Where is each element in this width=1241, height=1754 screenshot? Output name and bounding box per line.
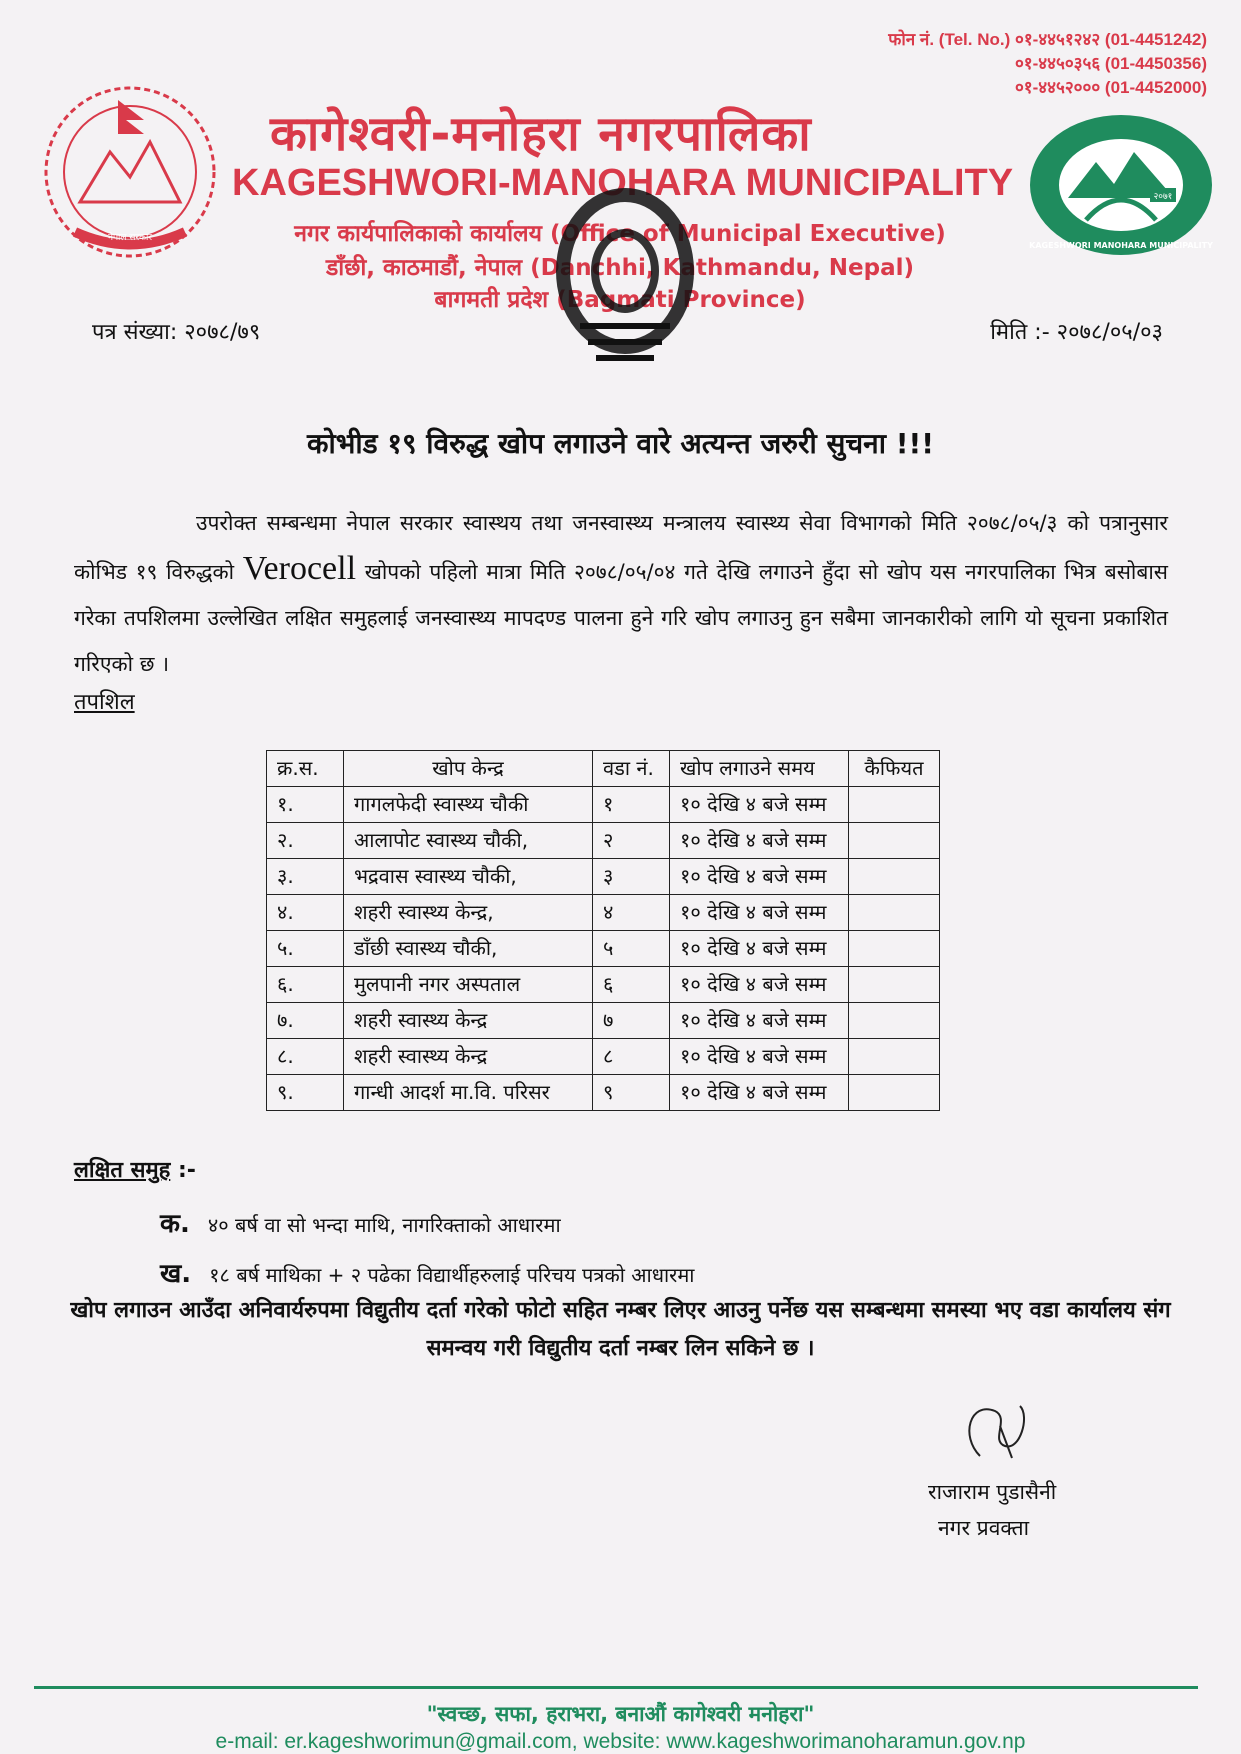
col-time: खोप लगाउने समय [670,751,849,787]
cell-time: १० देखि ४ बजे सम्म [670,823,849,859]
municipality-title-english: KAGESHWORI-MANOHARA MUNICIPALITY [232,162,1014,204]
cell-ward: ९ [593,1075,670,1111]
svg-text:नेपाल सरकार: नेपाल सरकार [107,233,153,243]
cell-time: १० देखि ४ बजे सम्म [670,787,849,823]
cell-time: १० देखि ४ बजे सम्म [670,1003,849,1039]
cell-ward: ७ [593,1003,670,1039]
notice-heading: कोभीड १९ विरुद्ध खोप लगाउने वारे अत्यन्त जरुरी सुचना !!! [306,427,935,460]
footer-divider [34,1686,1198,1689]
table-row [267,895,940,931]
target-group-suffix: :- [177,1158,196,1183]
footer-contact: e-mail: er.kageshworimun@gmail.com, website: www.kageshworimanoharamun.gov.np [215,1730,1026,1753]
svg-text:२०७१: २०७१ [1153,192,1173,202]
cell-ward: १ [593,787,670,823]
table-row [267,1039,940,1075]
table-row [267,1075,940,1111]
municipality-emblem [1026,110,1216,260]
cell-serial: ४. [267,895,344,931]
cell-center: शहरी स्वास्थ्य केन्द्र [344,1003,593,1039]
vaccination-schedule-table [266,750,940,1111]
cell-time: १० देखि ४ बजे सम्म [670,859,849,895]
cell-remarks [849,1039,940,1075]
table-row [267,1003,940,1039]
target-item [160,1254,695,1290]
province-line: बागमती प्रदेश (Bagmati Province) [434,287,806,313]
paragraph-part-2: खोपको पहिलो मात्रा मिति २०७८/०५/०४ गते देखि लगाउने हुँदा सो खोप यस नगरपालिका भित्र बसोबास गरेका तपशिलमा उल्लेखित लक्षित समुहलाई जनस्वास्थ्य मापदण्ड पालना हुने गरि खोप लगाउनु हुन सबैमा जानकारीको लागि यो सूचना प्रकाशित गरिएको छ । [74,560,1168,676]
table-row [267,823,940,859]
reference-number: पत्र संख्या: २०७८/७९ [92,320,261,345]
address-line: डाँछी, काठमाडौं, नेपाल (Danchhi, Kathmandu, Nepal) [325,255,915,281]
col-ward: वडा नं. [593,751,670,787]
cell-remarks [849,931,940,967]
target-item [160,1204,561,1240]
details-label: तपशिल [74,690,135,715]
cell-center: मुलपानी नगर अस्पताल [344,967,593,1003]
target-item-text: १८ बर्ष माथिका + २ पढेका विद्यार्थीहरुलाई परिचय पत्रको आधारमा [209,1263,695,1287]
cell-remarks [849,967,940,1003]
footer-slogan: "स्वच्छ, सफा, हराभरा, बनाऔं कागेश्वरी मनोहरा" [426,1702,815,1726]
paragraph-part-1: उपरोक्त सम्बन्धमा नेपाल सरकार स्वास्थय तथा जनस्वास्थ्य मन्त्रालय स्वास्थ्य सेवा विभागको मिति २०७८/०५/३ को पत्रानुसार कोभिड १९ विरुद्धको [74,511,1168,584]
target-group-label: लक्षित समुह [74,1158,171,1183]
svg-text:KAGESHWORI MANOHARA MUNICIPALI: KAGESHWORI MANOHARA MUNICIPALITY [1029,241,1213,250]
cell-remarks [849,859,940,895]
cell-center: गागलफेदी स्वास्थ्य चौकी [344,787,593,823]
cell-ward: ३ [593,859,670,895]
table-row [267,931,940,967]
cell-serial: ७. [267,1003,344,1039]
cell-serial: ५. [267,931,344,967]
cell-center: शहरी स्वास्थ्य केन्द्र, [344,895,593,931]
cell-serial: ८. [267,1039,344,1075]
target-group-heading [74,1154,196,1184]
cell-remarks [849,895,940,931]
cell-serial: ६. [267,967,344,1003]
cell-serial: १. [267,787,344,823]
nepal-government-emblem [40,82,220,262]
cell-serial: ३. [267,859,344,895]
cell-serial: २. [267,823,344,859]
cell-center: गान्धी आदर्श मा.वि. परिसर [344,1075,593,1111]
cell-remarks [849,1003,940,1039]
table-row [267,787,940,823]
cell-serial: ९. [267,1075,344,1111]
signatory-name: राजाराम पुडासैनी [928,1480,1057,1504]
target-item-mark: क. [160,1209,190,1239]
cell-time: १० देखि ४ बजे सम्म [670,967,849,1003]
col-serial: क्र.स. [267,751,344,787]
phone-line-3: ०१-४४५२००० (01-4452000) [1014,78,1207,97]
office-stamp [540,176,710,376]
cell-time: १० देखि ४ बजे सम्म [670,1075,849,1111]
table-row [267,967,940,1003]
cell-center: आलापोट स्वास्थ्य चौकी, [344,823,593,859]
cell-center: शहरी स्वास्थ्य केन्द्र [344,1039,593,1075]
target-item-text: ४० बर्ष वा सो भन्दा माथि, नागरिक्ताको आधारमा [207,1213,561,1237]
signatory-role: नगर प्रवक्ता [938,1516,1030,1540]
col-remarks: कैफियत [849,751,940,787]
phone-line-1: फोन नं. (Tel. No.) ०१-४४५१२४२ (01-4451242) [888,30,1207,49]
target-item-mark: ख. [160,1259,192,1289]
office-line: नगर कार्यपालिकाको कार्यालय (Office of Municipal Executive) [294,221,946,247]
cell-remarks [849,823,940,859]
phone-numbers [888,28,1207,100]
cell-time: १० देखि ४ बजे सम्म [670,931,849,967]
cell-ward: ८ [593,1039,670,1075]
cell-time: १० देखि ४ बजे सम्म [670,1039,849,1075]
table-header-row [267,751,940,787]
cell-remarks [849,787,940,823]
cell-ward: ५ [593,931,670,967]
cell-center: डाँछी स्वास्थ्य चौकी, [344,931,593,967]
registration-notice: खोप लगाउन आउँदा अनिवार्यरुपमा विद्युतीय दर्ता गरेको फोटो सहित नम्बर लिएर आउनु पर्नेछ यस सम्बन्धमा समस्या भए वडा कार्यालय संग समन्वय गरी विद्युतीय दर्ता नम्बर लिन सकिने छ । [70,1298,1171,1361]
vaccine-name: Verocell [242,550,357,587]
phone-line-2: ०१-४४५०३५६ (01-4450356) [1014,54,1207,73]
cell-ward: ६ [593,967,670,1003]
municipality-title-nepali: कागेश्वरी-मनोहरा नगरपालिका [270,106,812,162]
signature-mark [950,1396,1040,1466]
col-center: खोप केन्द्र [344,751,593,787]
document-date: मिति :- २०७८/०५/०३ [990,320,1163,345]
cell-ward: २ [593,823,670,859]
cell-time: १० देखि ४ बजे सम्म [670,895,849,931]
cell-remarks [849,1075,940,1111]
notice-paragraph [74,500,1168,687]
cell-center: भद्रवास स्वास्थ्य चौकी, [344,859,593,895]
cell-ward: ४ [593,895,670,931]
table-row [267,859,940,895]
